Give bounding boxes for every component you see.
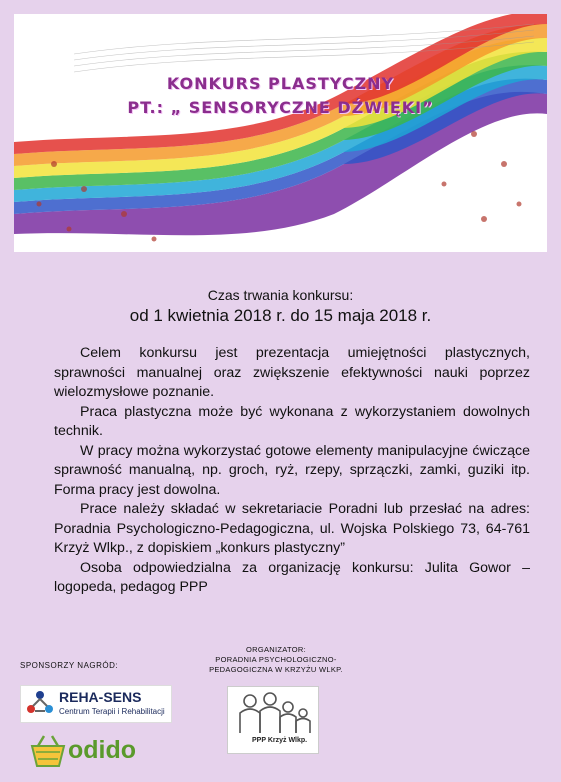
odido-logo: [28, 732, 158, 772]
banner: [14, 14, 547, 252]
banner-title-line2: PT.: „ SENSORYCZNE DŹWIĘKI”: [127, 98, 434, 117]
body-paragraph-submission: Prace należy składać w sekretariacie Poradni lub przesłać na adres: Poradnia Psychologiczno-Pedagogiczna, ul. Wojska Polskiego 73, 64-761 Krzyż Wlkp., z dopiskiem „konkurs plastyczny”: [54, 501, 530, 556]
organizer-line2: PEDAGOGICZNA W KRZYŻU WLKP.: [209, 665, 343, 674]
banner-title-line1: KONKURS PLASTYCZNY: [166, 74, 395, 93]
odido-name: odido: [68, 736, 137, 764]
sponsors-label: SPONSORZY NAGRÓD:: [20, 661, 119, 670]
organizer-block: [196, 645, 356, 675]
organizer-line1: PORADNIA PSYCHOLOGICZNO-: [215, 655, 337, 664]
duration-dates: od 1 kwietnia 2018 r. do 15 maja 2018 r.: [129, 306, 432, 325]
body-paragraph-goal: Celem konkursu jest prezentacja umiejętności plastycznych, sprawności manualnej oraz zwiększenie efektywności nauki poprzez wielozmysłowe poznanie.: [54, 345, 530, 400]
family-figures-icon: [228, 687, 318, 737]
organizer-label: ORGANIZATOR:: [246, 645, 306, 654]
body-paragraph-materials: W pracy można wykorzystać gotowe elementy manipulacyjne ćwiczące sprawność manualną, np. groch, ryż, rzepy, sprzączki, zamki, guziki itp. Forma pracy jest dowolna.: [54, 442, 530, 498]
ppp-logo-label: PPP Krzyż Wlkp.: [252, 737, 308, 744]
banner-title: [14, 72, 547, 120]
reha-sens-mark-icon: [23, 687, 57, 721]
body-paragraph-technique: Praca plastyczna może być wykonana z wykorzystaniem dowolnych technik.: [54, 403, 530, 439]
shopping-basket-icon: [28, 732, 68, 772]
duration-label: Czas trwania konkursu:: [207, 287, 354, 303]
reha-sens-logo: [20, 685, 172, 723]
reha-sens-subtitle: Centrum Terapii i Rehabilitacji: [59, 707, 165, 716]
reha-sens-name: REHA-SENS: [59, 689, 142, 705]
rainbow-wave-graphic: [14, 14, 547, 252]
body-text: [54, 344, 530, 598]
ppp-logo: [227, 686, 319, 754]
body-paragraph-contact: Osoba odpowiedzialna za organizację konkursu: Julita Gowor – logopeda, pedagog PPP: [54, 559, 530, 595]
